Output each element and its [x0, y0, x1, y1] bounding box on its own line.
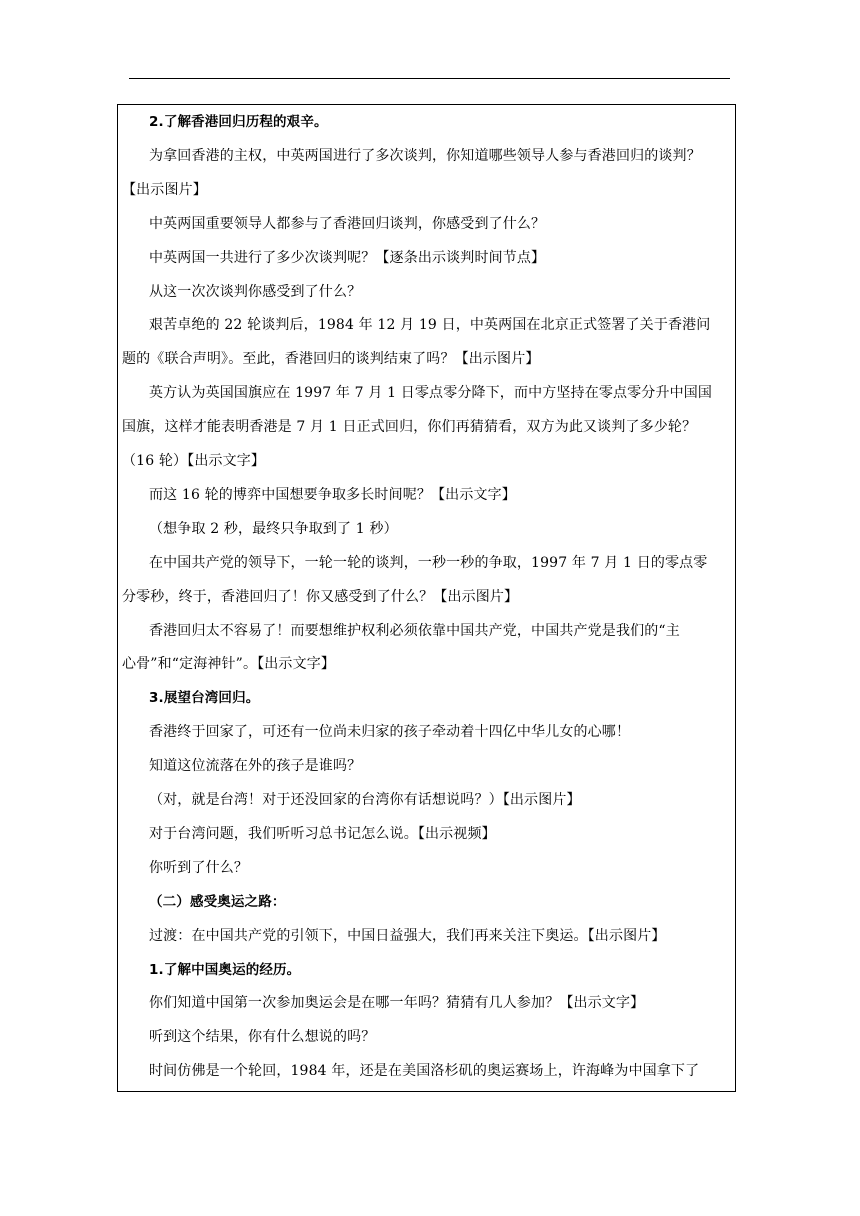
paragraph-line: 分零秒，终于，香港回归了！你又感受到了什么？【出示图片】	[122, 588, 519, 605]
paragraph-line: 【出示图片】	[122, 181, 207, 198]
paragraph-line: 中英两国一共进行了多少次谈判呢？【逐条出示谈判时间节点】	[149, 249, 546, 266]
paragraph-line: （想争取 2 秒，最终只争取到了 1 秒）	[149, 520, 398, 537]
paragraph-line: 艰苦卓绝的 22 轮谈判后，1984 年 12 月 19 日，中英两国在北京正式签署了关于香港问	[149, 317, 711, 334]
paragraph-line: 为拿回香港的主权，中英两国进行了多次谈判，你知道哪些领导人参与香港回归的谈判？	[149, 147, 701, 164]
lesson-content-box	[117, 104, 736, 1092]
paragraph-line: 香港终于回家了，可还有一位尚未归家的孩子牵动着十四亿中华儿女的心哪！	[149, 724, 631, 741]
paragraph-line: 从这一次次谈判你感受到了什么？	[149, 283, 362, 300]
section-heading: 3.展望台湾回归。	[149, 690, 260, 707]
paragraph-line: 香港回归太不容易了！而要想维护权利必须依靠中国共产党，中国共产党是我们的“主	[149, 622, 680, 639]
paragraph-line: 时间仿佛是一个轮回，1984 年，还是在美国洛杉矶的奥运赛场上，许海峰为中国拿下了	[149, 1063, 700, 1080]
paragraph-line: 英方认为英国国旗应在 1997 年 7 月 1 日零点零分降下，而中方坚持在零点零分升中国国	[149, 385, 713, 402]
paragraph-line: 题的《联合声明》。至此，香港回归的谈判结束了吗？【出示图片】	[122, 351, 540, 368]
paragraph-line: 你们知道中国第一次参加奥运会是在哪一年吗？猜猜有几人参加？【出示文字】	[149, 995, 645, 1012]
paragraph-line: 心骨”和“定海神针”。【出示文字】	[122, 656, 336, 673]
paragraph-line: （对，就是台湾！对于还没回家的台湾你有话想说吗？）【出示图片】	[149, 792, 581, 808]
paragraph-line: 在中国共产党的领导下，一轮一轮的谈判，一秒一秒的争取，1997 年 7 月 1 日的零点零	[149, 554, 708, 571]
section-heading: （二）感受奥运之路：	[149, 893, 286, 910]
header-rule	[129, 78, 730, 79]
paragraph-line: 听到这个结果，你有什么想说的吗？	[149, 1029, 376, 1046]
paragraph-line: 中英两国重要领导人都参与了香港回归谈判，你感受到了什么？	[149, 215, 546, 232]
paragraph-line: （16 轮）【出示文字】	[122, 453, 266, 469]
paragraph-line: 过渡：在中国共产党的引领下，中国日益强大，我们再来关注下奥运。【出示图片】	[149, 927, 666, 944]
paragraph-line: 你听到了什么？	[149, 859, 249, 876]
section-heading: 2.了解香港回归历程的艰辛。	[149, 114, 328, 130]
section-heading: 1.了解中国奥运的经历。	[149, 961, 301, 978]
paragraph-line: 知道这位流落在外的孩子是谁吗？	[149, 758, 362, 775]
paragraph-line: 国旗，这样才能表明香港是 7 月 1 日正式回归，你们再猜猜看，双方为此又谈判了多少轮？	[122, 419, 697, 436]
paragraph-line: 而这 16 轮的博弈中国想要争取多长时间呢？【出示文字】	[149, 486, 516, 503]
paragraph-line: 对于台湾问题，我们听听习总书记怎么说。【出示视频】	[149, 825, 496, 842]
